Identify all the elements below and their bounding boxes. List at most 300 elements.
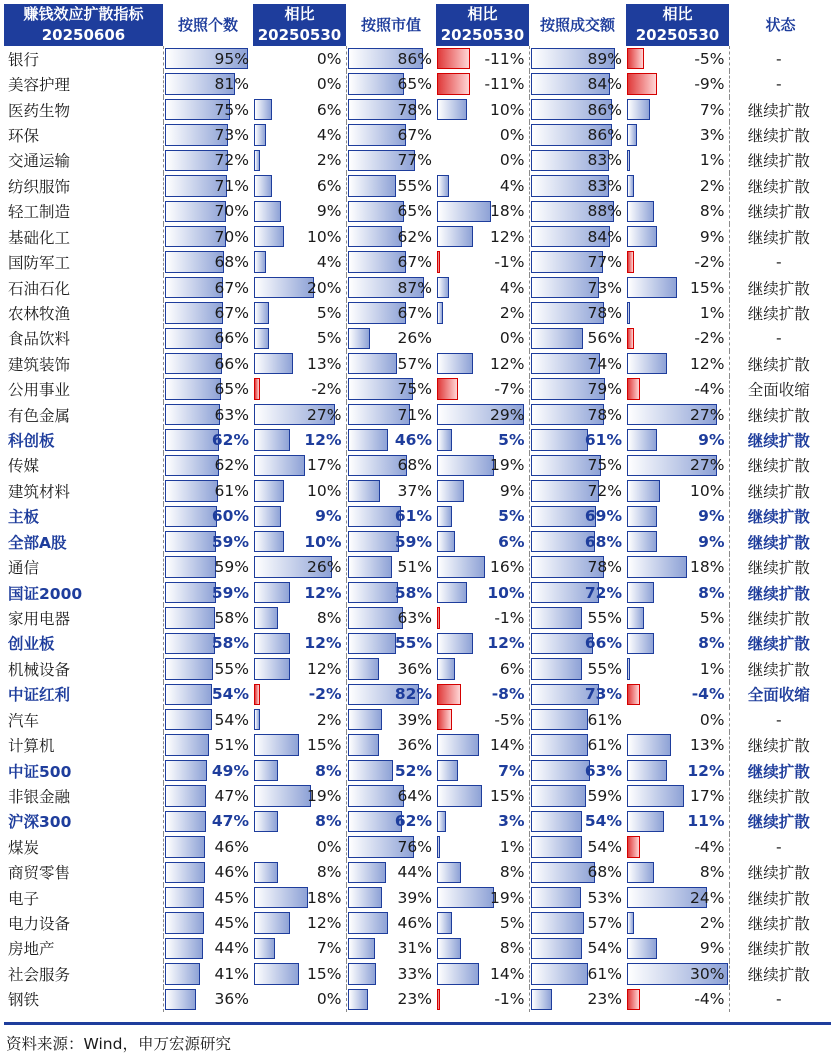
data-label: 9% <box>698 507 725 526</box>
data-label: 0% <box>316 75 342 94</box>
data-label: 27% <box>307 405 342 424</box>
source-note: 资料来源：Wind，申万宏源研究 <box>6 1035 231 1053</box>
table-row <box>4 249 832 274</box>
data-label: 75% <box>397 380 432 399</box>
table-body <box>4 46 832 1012</box>
cell-turnover-chg <box>626 224 729 249</box>
cell-mktcap-chg <box>436 97 529 122</box>
cell-count <box>163 173 253 198</box>
table-row <box>4 961 832 986</box>
cell-turnover-chg <box>626 605 729 630</box>
data-label: 16% <box>490 558 525 577</box>
cell-count-chg <box>253 275 346 300</box>
data-label: 12% <box>490 227 525 246</box>
cell-turnover-chg <box>626 148 729 173</box>
data-label: 75% <box>587 456 622 475</box>
data-label: 17% <box>307 456 342 475</box>
cell-count-chg <box>253 987 346 1012</box>
data-label: 0% <box>699 710 725 729</box>
cell-turnover-chg <box>626 376 729 401</box>
cell-mktcap <box>346 275 436 300</box>
cell-count <box>163 97 253 122</box>
cell-count-chg <box>253 910 346 935</box>
row-label: 煤炭 <box>4 834 163 859</box>
data-label: 13% <box>690 736 725 755</box>
table-row <box>4 580 832 605</box>
data-label: 71% <box>214 176 249 195</box>
data-label: 12% <box>304 634 342 653</box>
table-row <box>4 809 832 834</box>
data-label: 55% <box>587 659 622 678</box>
header-mktcap-chg <box>436 4 529 46</box>
data-label: 15% <box>307 964 342 983</box>
cell-mktcap <box>346 71 436 96</box>
status-cell: 继续扩散 <box>747 584 810 603</box>
row-label: 全部A股 <box>4 529 163 554</box>
row-label: 商贸零售 <box>4 860 163 885</box>
cell-mktcap <box>346 885 436 910</box>
table-row <box>4 148 832 173</box>
status-cell: 全面收缩 <box>747 381 810 400</box>
cell-turnover-chg <box>626 71 729 96</box>
cell-turnover <box>529 783 626 808</box>
data-label: 69% <box>584 507 622 526</box>
cell-count-chg <box>253 46 346 71</box>
data-label: 4% <box>316 253 342 272</box>
table-row <box>4 987 832 1012</box>
data-label: 12% <box>304 583 342 602</box>
cell-count <box>163 834 253 859</box>
data-label: 6% <box>316 100 342 119</box>
cell-turnover-chg <box>626 478 729 503</box>
data-label: 66% <box>584 634 622 653</box>
cell-count <box>163 376 253 401</box>
header-status-label: 状态 <box>765 15 796 34</box>
table-row <box>4 758 832 783</box>
cell-turnover-chg <box>626 656 729 681</box>
cell-turnover <box>529 351 626 376</box>
cell-turnover-chg <box>626 631 729 656</box>
table-row <box>4 122 832 147</box>
data-label: 27% <box>690 405 725 424</box>
cell-mktcap <box>346 707 436 732</box>
status-cell: 继续扩散 <box>747 101 810 120</box>
data-label: 58% <box>394 583 432 602</box>
cell-turnover-chg <box>626 173 729 198</box>
cell-turnover-chg <box>626 97 729 122</box>
data-label: 6% <box>316 176 342 195</box>
table-row <box>4 631 832 656</box>
header-name-line1: 赚钱效应扩散指标 <box>23 5 144 23</box>
data-label: 8% <box>499 939 525 958</box>
row-label: 社会服务 <box>4 961 163 986</box>
cell-count-chg <box>253 707 346 732</box>
data-label: 0% <box>316 990 342 1009</box>
data-label: 60% <box>211 507 249 526</box>
data-label: 36% <box>397 736 432 755</box>
data-label: 9% <box>699 227 725 246</box>
data-label: 23% <box>587 990 622 1009</box>
cell-count <box>163 860 253 885</box>
data-label: 62% <box>211 431 249 450</box>
header-name <box>4 4 163 46</box>
data-label: 67% <box>214 278 249 297</box>
data-label: 36% <box>214 990 249 1009</box>
data-label: 5% <box>498 431 525 450</box>
status-cell: 全面收缩 <box>747 686 810 705</box>
row-label: 沪深300 <box>4 809 163 834</box>
cell-mktcap <box>346 809 436 834</box>
header-turnover-chg <box>626 4 729 46</box>
data-label: 83% <box>587 151 622 170</box>
status-cell: - <box>775 710 782 729</box>
status-cell: 继续扩散 <box>747 813 810 832</box>
row-label: 银行 <box>4 46 163 71</box>
data-label: 5% <box>316 329 342 348</box>
data-label: 9% <box>698 431 725 450</box>
cell-mktcap <box>346 427 436 452</box>
data-label: -1% <box>494 608 525 627</box>
status-cell: 继续扩散 <box>747 126 810 145</box>
header-mktcap-label: 按照市值 <box>360 15 421 34</box>
data-label: 8% <box>699 863 725 882</box>
cell-mktcap <box>346 580 436 605</box>
cell-mktcap <box>346 554 436 579</box>
row-label: 非银金融 <box>4 783 163 808</box>
cell-turnover-chg <box>626 199 729 224</box>
cell-turnover <box>529 453 626 478</box>
data-label: 62% <box>397 227 432 246</box>
data-label: 61% <box>214 481 249 500</box>
cell-count-chg <box>253 376 346 401</box>
data-label: 57% <box>397 354 432 373</box>
status-cell: 继续扩散 <box>747 203 810 222</box>
cell-count <box>163 910 253 935</box>
data-label: 58% <box>214 608 249 627</box>
data-label: -5% <box>694 49 725 68</box>
data-label: 55% <box>397 176 432 195</box>
cell-turnover-chg <box>626 707 729 732</box>
data-label: 1% <box>699 659 725 678</box>
data-label: 18% <box>490 202 525 221</box>
cell-count-chg <box>253 682 346 707</box>
data-label: 61% <box>587 964 622 983</box>
cell-count-chg <box>253 554 346 579</box>
cell-mktcap-chg <box>436 478 529 503</box>
status-cell: - <box>775 990 782 1009</box>
cell-count-chg <box>253 351 346 376</box>
cell-mktcap <box>346 682 436 707</box>
cell-count-chg <box>253 453 346 478</box>
data-label: 15% <box>307 736 342 755</box>
table-row <box>4 173 832 198</box>
cell-count-chg <box>253 122 346 147</box>
data-label: 5% <box>499 914 525 933</box>
data-label: 0% <box>499 329 525 348</box>
cell-mktcap-chg <box>436 834 529 859</box>
data-label: 12% <box>487 634 525 653</box>
cell-mktcap <box>346 326 436 351</box>
data-label: 2% <box>316 151 342 170</box>
data-label: 4% <box>316 125 342 144</box>
cell-mktcap <box>346 936 436 961</box>
cell-count <box>163 427 253 452</box>
cell-mktcap <box>346 300 436 325</box>
cell-mktcap-chg <box>436 885 529 910</box>
data-label: 47% <box>214 786 249 805</box>
data-label: 52% <box>394 761 432 780</box>
cell-count-chg <box>253 860 346 885</box>
cell-mktcap <box>346 529 436 554</box>
cell-count <box>163 326 253 351</box>
cell-turnover <box>529 758 626 783</box>
data-label: 20% <box>307 278 342 297</box>
cell-mktcap <box>346 97 436 122</box>
row-label: 电力设备 <box>4 910 163 935</box>
data-label: 30% <box>690 964 725 983</box>
cell-mktcap-chg <box>436 427 529 452</box>
data-label: 46% <box>394 431 432 450</box>
cell-count-chg <box>253 605 346 630</box>
data-label: -1% <box>494 253 525 272</box>
cell-count <box>163 631 253 656</box>
data-label: 54% <box>584 812 622 831</box>
data-label: 59% <box>587 786 622 805</box>
table-row <box>4 224 832 249</box>
table-row <box>4 326 832 351</box>
data-label: 89% <box>587 49 622 68</box>
data-label: 56% <box>587 329 622 348</box>
data-label: 68% <box>214 253 249 272</box>
status-cell: 继续扩散 <box>747 889 810 908</box>
cell-mktcap-chg <box>436 275 529 300</box>
header-name-line2: 20250606 <box>41 26 126 44</box>
status-cell: 继续扩散 <box>747 508 810 527</box>
data-label: 63% <box>397 608 432 627</box>
row-label: 农林牧渔 <box>4 300 163 325</box>
cell-turnover-chg <box>626 351 729 376</box>
bottom-rule <box>4 1022 831 1025</box>
cell-turnover <box>529 71 626 96</box>
cell-mktcap <box>346 758 436 783</box>
data-label: 24% <box>690 888 725 907</box>
data-label: 2% <box>316 710 342 729</box>
data-label: 2% <box>499 303 525 322</box>
header-count <box>163 4 253 46</box>
cell-count-chg <box>253 580 346 605</box>
data-label: 86% <box>587 100 622 119</box>
data-label: 1% <box>499 837 525 856</box>
status-cell: - <box>775 49 782 68</box>
cell-mktcap-chg <box>436 809 529 834</box>
data-label: 5% <box>316 303 342 322</box>
cell-turnover-chg <box>626 682 729 707</box>
data-label: 1% <box>699 151 725 170</box>
data-label: 3% <box>498 812 525 831</box>
data-label: 9% <box>315 507 342 526</box>
status-cell: 继续扩散 <box>747 228 810 247</box>
data-label: 37% <box>397 481 432 500</box>
data-label: 10% <box>490 100 525 119</box>
cell-turnover-chg <box>626 758 729 783</box>
cell-count-chg <box>253 71 346 96</box>
cell-turnover <box>529 275 626 300</box>
data-label: 29% <box>490 405 525 424</box>
data-label: 55% <box>394 634 432 653</box>
status-cell: 继续扩散 <box>747 965 810 984</box>
cell-turnover <box>529 961 626 986</box>
diffusion-table <box>4 4 832 1012</box>
cell-mktcap-chg <box>436 71 529 96</box>
data-label: -4% <box>694 990 725 1009</box>
status-cell: - <box>775 75 782 94</box>
status-cell: 继续扩散 <box>747 406 810 425</box>
data-label: 78% <box>587 303 622 322</box>
row-label: 通信 <box>4 554 163 579</box>
data-label: 12% <box>687 761 725 780</box>
cell-turnover-chg <box>626 529 729 554</box>
data-label: 8% <box>698 583 725 602</box>
status-cell: 继续扩散 <box>747 864 810 883</box>
cell-mktcap-chg <box>436 987 529 1012</box>
status-cell: 继续扩散 <box>747 177 810 196</box>
data-label: 44% <box>214 939 249 958</box>
data-label: 59% <box>211 532 249 551</box>
data-label: 18% <box>690 558 725 577</box>
header-turnover <box>529 4 626 46</box>
header-count-chg-line2: 20250530 <box>257 26 342 44</box>
data-label: 26% <box>307 558 342 577</box>
table-row <box>4 300 832 325</box>
data-label: 7% <box>316 939 342 958</box>
cell-mktcap-chg <box>436 758 529 783</box>
cell-count <box>163 402 253 427</box>
status-cell: 继续扩散 <box>747 787 810 806</box>
row-label: 科创板 <box>4 427 163 452</box>
data-label: 39% <box>397 888 432 907</box>
data-label: 79% <box>587 380 622 399</box>
cell-mktcap <box>346 987 436 1012</box>
data-label: 8% <box>316 608 342 627</box>
data-label: 4% <box>499 278 525 297</box>
data-label: 6% <box>498 532 525 551</box>
status-cell: - <box>775 253 782 272</box>
cell-turnover <box>529 936 626 961</box>
row-label: 钢铁 <box>4 987 163 1012</box>
header-mktcap-chg-line1: 相比 <box>467 5 498 23</box>
table-row <box>4 427 832 452</box>
cell-turnover <box>529 300 626 325</box>
cell-count-chg <box>253 148 346 173</box>
data-label: -7% <box>494 380 525 399</box>
data-label: 11% <box>687 812 725 831</box>
cell-turnover <box>529 885 626 910</box>
cell-turnover <box>529 529 626 554</box>
cell-turnover <box>529 199 626 224</box>
cell-count-chg <box>253 936 346 961</box>
data-label: 54% <box>587 837 622 856</box>
table-row <box>4 936 832 961</box>
cell-count-chg <box>253 631 346 656</box>
cell-mktcap-chg <box>436 376 529 401</box>
row-label: 石油石化 <box>4 275 163 300</box>
data-label: 88% <box>587 202 622 221</box>
cell-count <box>163 46 253 71</box>
data-label: 55% <box>214 659 249 678</box>
cell-count-chg <box>253 478 346 503</box>
status-cell: 继续扩散 <box>747 940 810 959</box>
cell-mktcap-chg <box>436 554 529 579</box>
status-cell: 继续扩散 <box>747 635 810 654</box>
cell-count <box>163 199 253 224</box>
data-label: 78% <box>397 100 432 119</box>
data-label: 18% <box>307 888 342 907</box>
row-label: 美容护理 <box>4 71 163 96</box>
cell-turnover <box>529 656 626 681</box>
cell-count-chg <box>253 427 346 452</box>
data-label: 46% <box>214 837 249 856</box>
data-label: -1% <box>494 990 525 1009</box>
data-label: 75% <box>214 100 249 119</box>
cell-mktcap <box>346 478 436 503</box>
cell-count <box>163 885 253 910</box>
data-label: 73% <box>584 685 622 704</box>
data-label: 55% <box>587 608 622 627</box>
header-turnover-chg-line1: 相比 <box>662 5 693 23</box>
data-label: -2% <box>311 380 342 399</box>
data-label: 63% <box>584 761 622 780</box>
row-label: 医药生物 <box>4 97 163 122</box>
row-label: 机械设备 <box>4 656 163 681</box>
data-label: 0% <box>499 125 525 144</box>
cell-mktcap-chg <box>436 504 529 529</box>
data-label: 3% <box>699 125 725 144</box>
cell-mktcap-chg <box>436 46 529 71</box>
data-label: 45% <box>214 888 249 907</box>
cell-turnover-chg <box>626 275 729 300</box>
data-label: -11% <box>484 75 525 94</box>
data-label: 10% <box>307 227 342 246</box>
data-label: 73% <box>587 278 622 297</box>
status-cell: 继续扩散 <box>747 482 810 501</box>
data-label: 9% <box>499 481 525 500</box>
cell-turnover <box>529 809 626 834</box>
cell-mktcap-chg <box>436 656 529 681</box>
cell-mktcap <box>346 453 436 478</box>
data-label: 10% <box>307 481 342 500</box>
data-label: 19% <box>490 456 525 475</box>
cell-count-chg <box>253 504 346 529</box>
data-label: -5% <box>494 710 525 729</box>
data-label: 49% <box>211 761 249 780</box>
data-label: -9% <box>694 75 725 94</box>
cell-mktcap-chg <box>436 249 529 274</box>
status-cell: 继续扩散 <box>747 915 810 934</box>
data-label: 12% <box>304 431 342 450</box>
cell-turnover <box>529 987 626 1012</box>
cell-count <box>163 987 253 1012</box>
cell-mktcap-chg <box>436 961 529 986</box>
header-count-label: 按照个数 <box>177 15 238 34</box>
cell-turnover-chg <box>626 402 729 427</box>
data-label: 95% <box>214 49 249 68</box>
data-label: 46% <box>214 863 249 882</box>
data-label: 67% <box>397 303 432 322</box>
data-label: 4% <box>499 176 525 195</box>
cell-mktcap-chg <box>436 682 529 707</box>
status-cell: 继续扩散 <box>747 355 810 374</box>
data-label: 59% <box>211 583 249 602</box>
